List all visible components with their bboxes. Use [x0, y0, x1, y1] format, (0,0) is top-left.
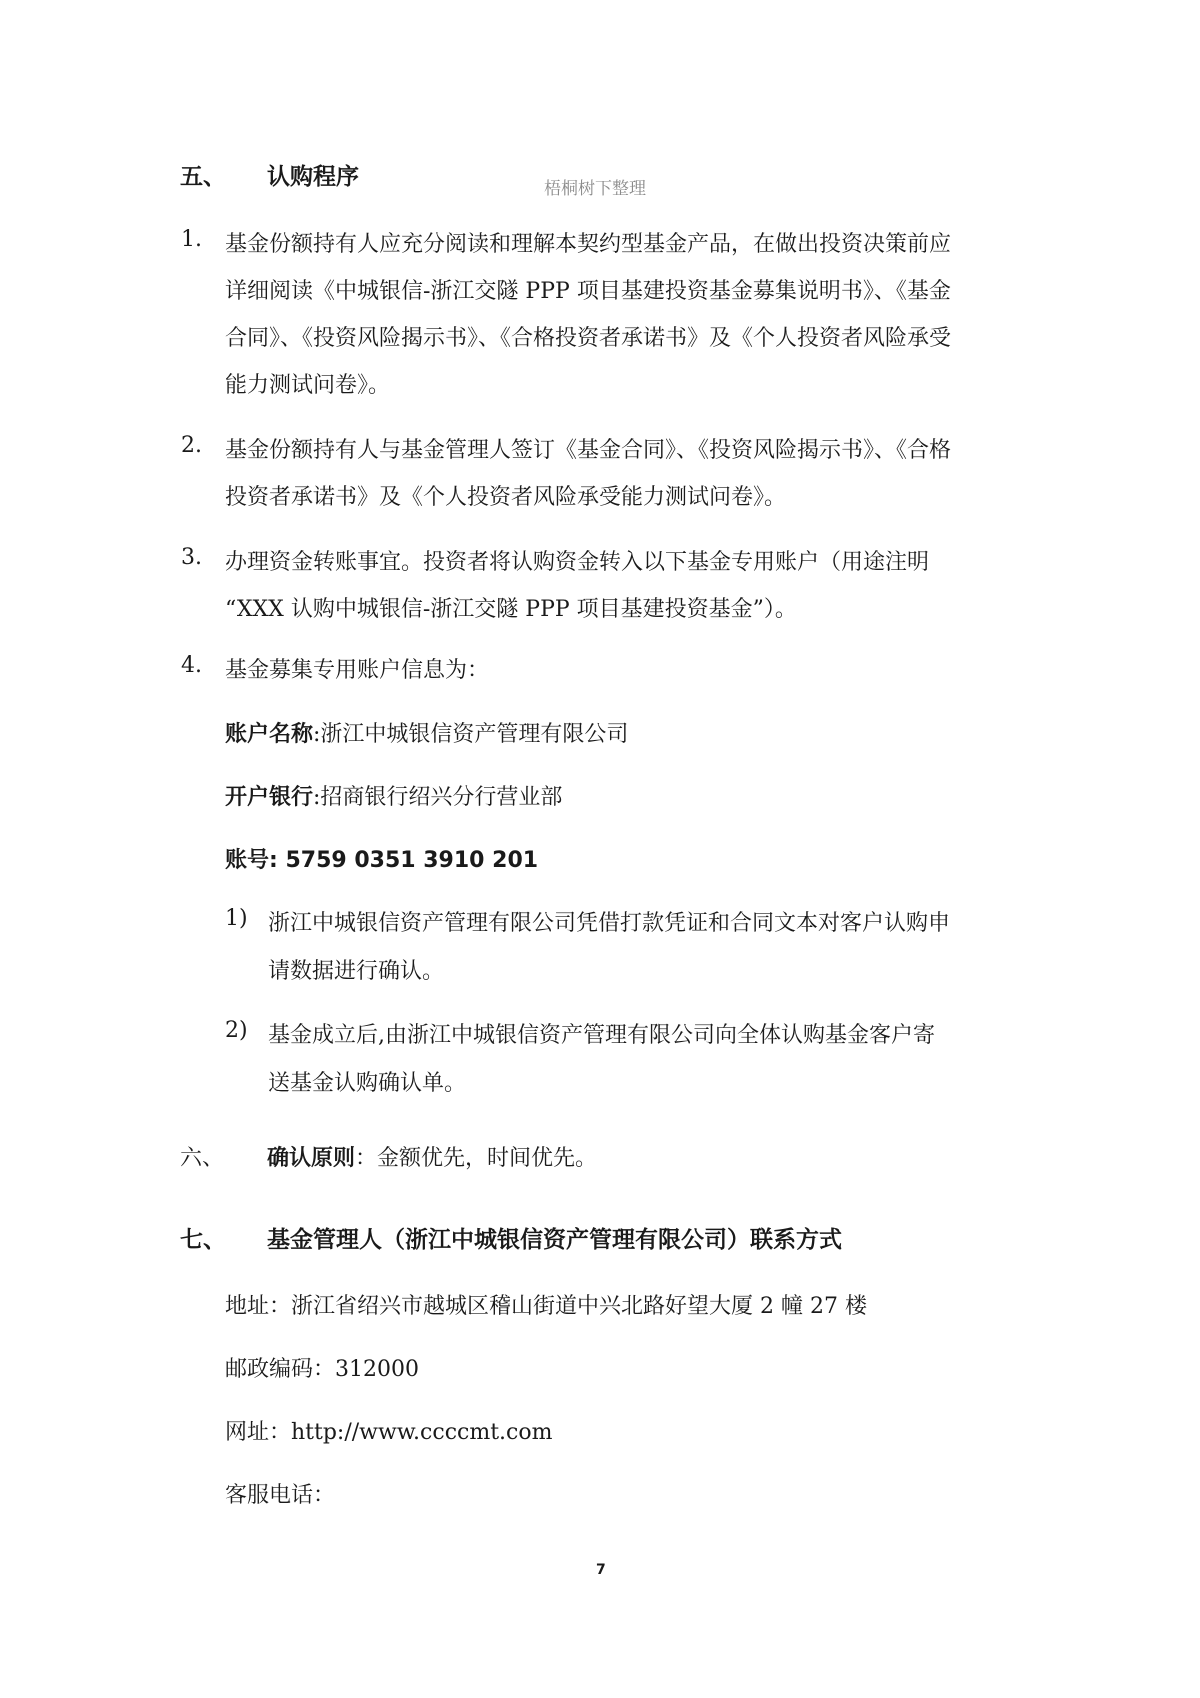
item-1-line-3: 合同》、《投资风险揭示书》、《合格投资者承诺书》及《个人投资者风险承受 — [225, 326, 952, 351]
account-bank-value: :招商银行绍兴分行营业部 — [313, 785, 563, 810]
account-bank-label: 开户银行 — [225, 785, 314, 810]
item-1-line-4: 能力测试问卷》。 — [225, 373, 391, 398]
account-name-value: :浙江中城银信资产管理有限公司 — [313, 722, 629, 747]
subitem-1-line-2: 请数据进行确认。 — [268, 959, 445, 984]
watermark: 梧桐树下整理 — [544, 179, 646, 199]
section-5-number: 五、 — [180, 164, 226, 190]
page-number: 7 — [596, 1562, 606, 1578]
contact-postcode: 邮政编码：312000 — [225, 1357, 419, 1382]
account-number-label: 账号 — [225, 848, 270, 873]
item-3-line-2: “XXX 认购中城银信-浙江交隧 PPP 项目基建投资基金”）。 — [225, 597, 797, 622]
section-6-title: 确认原则 — [267, 1146, 356, 1171]
account-name-label: 账户名称 — [225, 722, 314, 747]
item-1-number: 1. — [181, 227, 202, 252]
section-6-number: 六、 — [180, 1146, 225, 1171]
contact-phone: 客服电话： — [225, 1483, 336, 1508]
item-2-number: 2. — [181, 433, 202, 458]
account-name-row — [225, 717, 628, 748]
subitem-1-line-1: 浙江中城银信资产管理有限公司凭借打款凭证和合同文本对客户认购申 — [268, 911, 951, 936]
section-5-title: 认购程序 — [267, 164, 359, 190]
item-4-number: 4. — [181, 653, 202, 678]
section-7-title: 基金管理人（浙江中城银信资产管理有限公司）联系方式 — [267, 1227, 842, 1253]
item-1-line-2: 详细阅读《中城银信-浙江交隧 PPP 项目基建投资基金募集说明书》、《基金 — [225, 279, 951, 304]
item-3-line-1: 办理资金转账事宜。投资者将认购资金转入以下基金专用账户（用途注明 — [225, 550, 930, 575]
account-bank-row — [225, 780, 562, 811]
contact-address: 地址：浙江省绍兴市越城区稽山街道中兴北路好望大厦 2 幢 27 楼 — [225, 1294, 867, 1319]
item-3-number: 3. — [181, 545, 202, 570]
section-7-number: 七、 — [180, 1227, 226, 1253]
item-1-line-1: 基金份额持有人应充分阅读和理解本契约型基金产品，在做出投资决策前应 — [225, 232, 952, 257]
account-number-value: : 5759 0351 3910 201 — [269, 848, 539, 873]
subitem-2-line-1: 基金成立后,由浙江中城银信资产管理有限公司向全体认购基金客户寄 — [268, 1023, 935, 1048]
item-2-line-1: 基金份额持有人与基金管理人签订《基金合同》、《投资风险揭示书》、《合格 — [225, 438, 952, 463]
subitem-1-number: 1) — [225, 906, 248, 931]
item-2-line-2: 投资者承诺书》及《个人投资者风险承受能力测试问卷》。 — [225, 485, 787, 510]
section-6-text: ：金额优先，时间优先。 — [355, 1146, 598, 1171]
account-number-row — [225, 843, 538, 874]
item-4-line-1: 基金募集专用账户信息为： — [225, 658, 490, 683]
subitem-2-line-2: 送基金认购确认单。 — [268, 1071, 467, 1096]
subitem-2-number: 2) — [225, 1018, 248, 1043]
section-6-row — [267, 1141, 597, 1172]
contact-website: 网址：http://www.ccccmt.com — [225, 1420, 553, 1445]
